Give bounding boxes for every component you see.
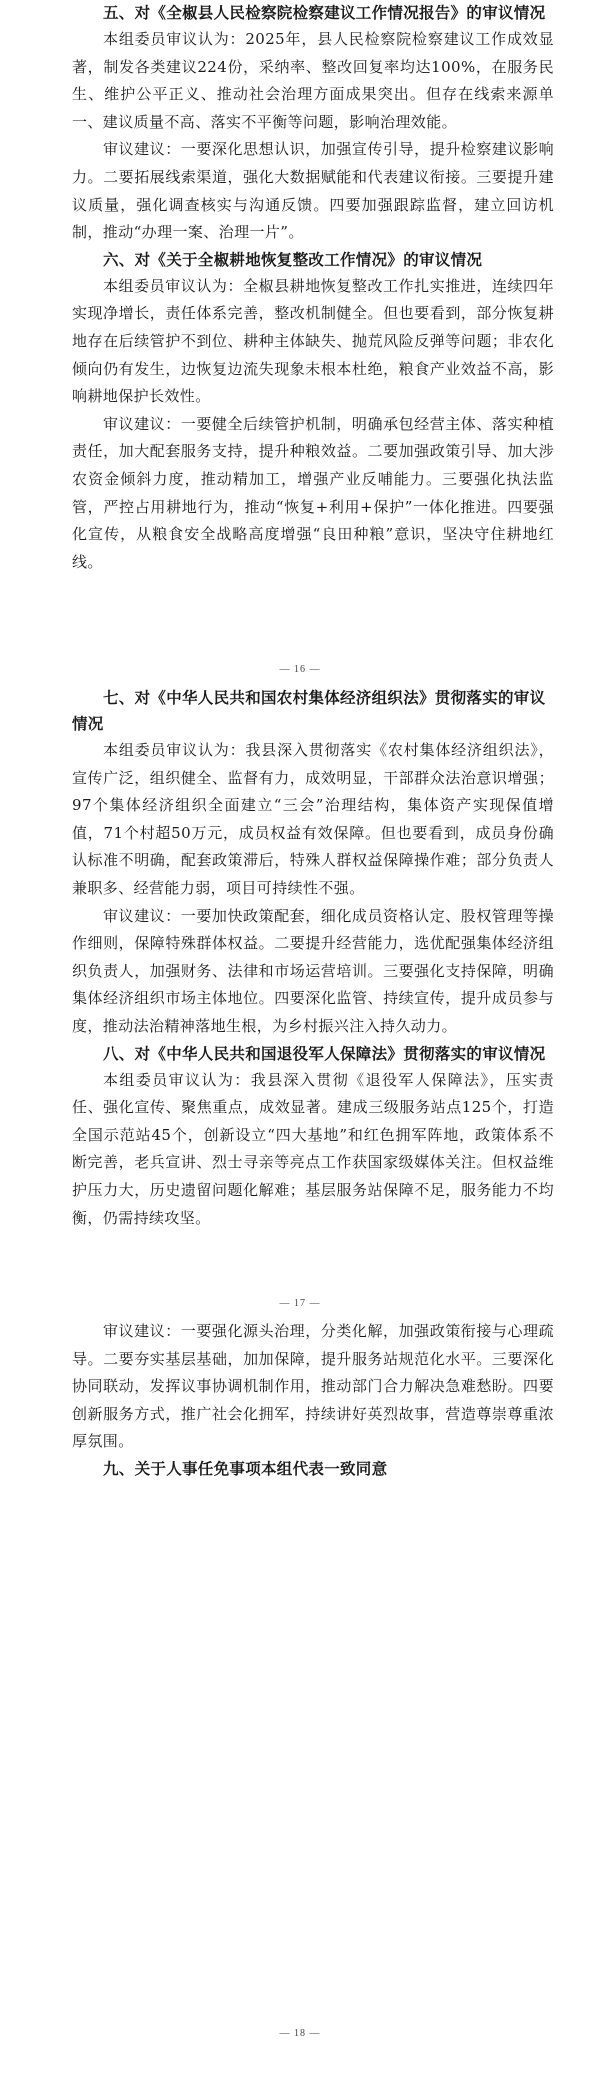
page-number-17: — 17 —	[279, 1298, 321, 1309]
section-7-heading: 七、对《中华人民共和国农村集体经济组织法》贯彻落实的审议情况	[72, 689, 546, 733]
document-page-16	[0, 0, 600, 576]
section-5-review-suggestion: 审议建议：一要深化思想认识，加强宣传引导，提升检察建议影响力。二要拓展线索渠道，强化大数据赋能和代表建议衔接。三要提升建议质量，强化调查核实与沟通反馈。四要加强跟踪监督，建立回访机制，推动“办理一案、治理一片”。	[72, 140, 554, 242]
section-8-heading: 八、对《中华人民共和国退役军人保障法》贯彻落实的审议情况	[103, 1044, 546, 1063]
section-9-heading: 九、关于人事任免事项本组代表一致同意	[103, 1459, 388, 1478]
document-page-18	[0, 1318, 600, 1482]
document-page-17	[0, 685, 600, 1232]
section-6-review-suggestion: 审议建议：一要健全后续管护机制，明确承包经营主体、落实种植责任，加大配套服务支持，提升种粮效益。二要加强政策引导、加大涉农资金倾斜力度，推动精加工，增强产业反哺能力。三要强化执法监管，严控占用耕地行为，推动“恢复+利用+保护”一体化推进。四要强化宣传，从粮食安全战略高度增强“良田种粮”意识，坚决守住耕地红线。	[72, 414, 554, 571]
section-6-review-opinion: 本组委员审议认为：全椒县耕地恢复整改工作扎实推进，连续四年实现净增长，责任体系完善，整改机制健全。但也要看到，部分恢复耕地存在后续管护不到位、耕种主体缺失、抛荒风险反弹等问题；非农化倾向仍有发生，边恢复边流失现象未根本杜绝，粮食产业效益不高，影响耕地保护长效性。	[72, 276, 554, 406]
page-number-18: — 18 —	[279, 2028, 321, 2039]
page-number-16: — 16 —	[279, 664, 321, 675]
section-7-review-suggestion: 审议建议：一要加快政策配套，细化成员资格认定、股权管理等操作细则，保障特殊群体权益。二要提升经营能力，选优配强集体经济组织负责人，加强财务、法律和市场运营培训。三要强化支持保障，明确集体经济组织市场主体地位。四要深化监管、持续宣传，提升成员参与度，推动法治精神落地生根，为乡村振兴注入持久动力。	[72, 906, 554, 1035]
section-6-heading: 六、对《关于全椒耕地恢复整改工作情况》的审议情况	[103, 250, 483, 269]
section-5-review-opinion: 本组委员审议认为：2025年，县人民检察院检察建议工作成效显著，制发各类建议224份，采纳率、整改回复率均达100%，在服务民生、维护公平正义、推动社会治理方面成果突出。但存在线索来源单一、建议质量不高、落实不平衡等问题，影响治理效能。	[72, 30, 554, 131]
section-5-heading: 五、对《全椒县人民检察院检察建议工作情况报告》的审议情况	[103, 4, 546, 22]
section-8-review-opinion: 本组委员审议认为：我县深入贯彻《退役军人保障法》，压实责任、强化宣传、聚焦重点，成效显著。建成三级服务站点125个，打造全国示范站45个，创新设立“四大基地”和红色拥军阵地，政策体系不断完善，老兵宣讲、烈士寻亲等亮点工作获国家级媒体关注。但权益维护压力大，历史遗留问题化解难；基层服务站保障不足，服务能力不均衡，仍需持续攻坚。	[72, 1070, 554, 1227]
section-7-review-opinion: 本组委员审议认为：我县深入贯彻落实《农村集体经济组织法》，宣传广泛，组织健全、监督有力，成效明显，干部群众法治意识增强；97个集体经济组织全面建立“三会”治理结构，集体资产实现保值增值，71个村超50万元，成员权益有效保障。但也要看到，成员身份确认标准不明确，配套政策滞后，特殊人群权益保障操作难；部分负责人兼职多、经营能力弱，项目可持续性不强。	[72, 741, 554, 897]
section-8-review-suggestion: 审议建议：一要强化源头治理，分类化解，加强政策衔接与心理疏导。二要夯实基层基础，加加保障，提升服务站规范化水平。三要深化协同联动，发挥议事协调机制作用，推动部门合力解决急难愁盼。四要创新服务方式，推广社会化拥军，持续讲好英烈故事，营造尊崇尊重浓厚氛围。	[72, 1322, 554, 1451]
